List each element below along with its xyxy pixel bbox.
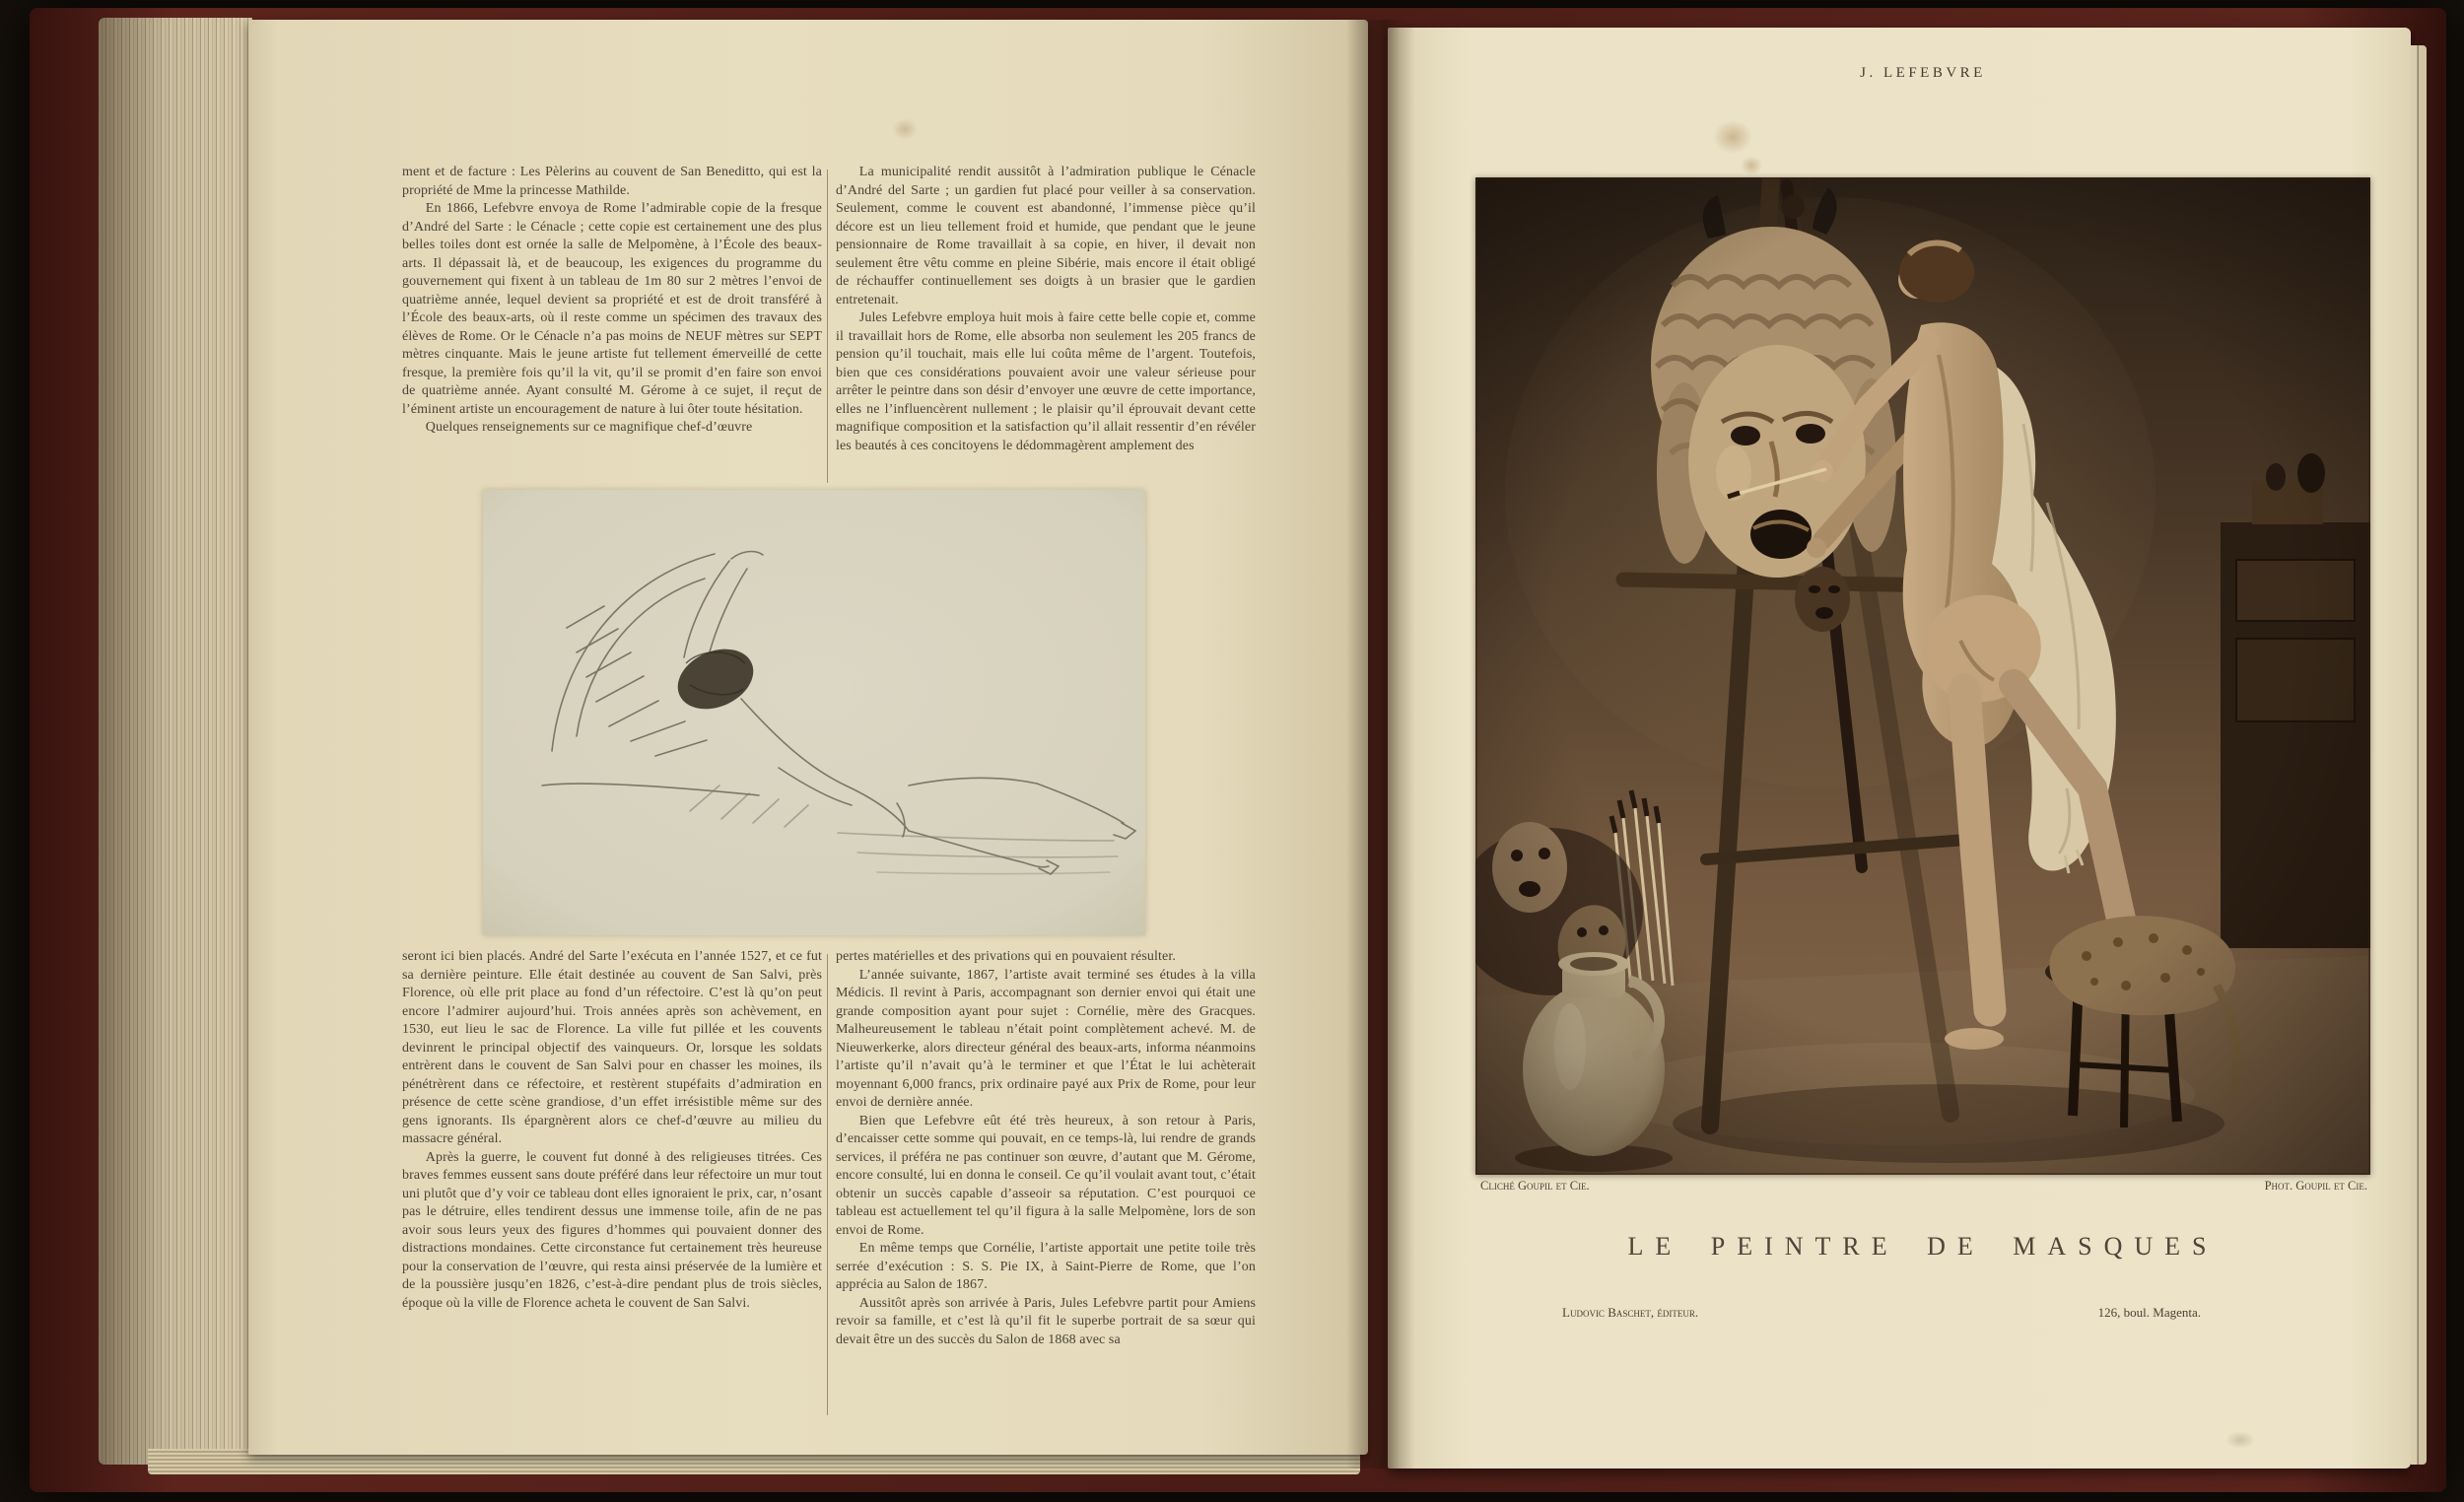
plate-title: LE PEINTRE DE MASQUES (1627, 1232, 2219, 1261)
running-head: J. LEFEBVRE (1860, 65, 1986, 81)
publisher-imprint: Ludovic Baschet, éditeur. (1562, 1305, 1699, 1320)
photo-credit-right: Phot. Goupil et Cie. (2264, 1179, 2367, 1193)
photogravure-plate (1475, 177, 2370, 1175)
publisher-address: 126, boul. Magenta. (2097, 1305, 2201, 1320)
page-edge-right (2411, 45, 2427, 1465)
page-edges-left (99, 18, 252, 1465)
column-divider-top (827, 170, 828, 483)
study-sketch-image (483, 490, 1145, 935)
photo-credit-left: Cliché Goupil et Cie. (1480, 1179, 1590, 1193)
left-page-column-top-right: La municipalité rendit aussitôt à l’admiration publique le Cénacle d’André del Sarte ; un gardien fut placé pour veiller à sa conservation. Seulement, comme le couvent est abandonné, l’immense pièce qu’il décore est un lieu tellement froid et humide, que pendant que le jeune pensionnaire de Rome travaillait à sa copie, en hiver, il devait non seulement être vêtu comme en pleine Sibérie, mais encore il était obligé de réchauffer continuellement ses doigts à un brasier que le gardien entretenait. Jules Lefebvre employa huit mois à faire cette belle copie et, comme il travaillait hors de Rome, elle absorba non seulement les 205 francs de pension qu’il touchait, mais elle lui coûta même de l’argent. Toutefois, bien que ces considérations pouvaient avoir une valeur sérieuse pour arrêter le peintre dans son désir d’envoyer une œuvre de cette importance, elles ne l’influencèrent nullement ; le plaisir qu’il éprouvait devant cette magnifique composition et la satisfaction qu’il allait ressentir d’en révéler les beautés à ces concitoyens le dédommagèrent amplement des (836, 165, 1256, 453)
left-page-column-bottom-left: seront ici bien placés. André del Sarte l’exécuta en l’année 1527, et ce fut sa dernière peinture. Elle était destinée au couvent de San Salvi, près Florence, où elle prit place au fond d’un réfectoire. C’est là qu’on peut encore l’admirer aujourd’hui. Trois années après son achèvement, en 1530, eut lieu le sac de Florence. La ville fut pillée et les couvents devinrent le principal objectif des vainqueurs. Or, lorsque les soldats entrèrent dans le couvent de San Salvi pour en chasser les moines, ils pénétrèrent dans ce réfectoire, et restèrent stupéfaits d’admiration en présence de cette scène grandiose, d’un effet irrésistible même sur des gens ignorants. Ils épargnèrent alors ce chef-d’œuvre au milieu du massacre général. Après la guerre, le couvent fut donné à des religieuses titrées. Ces braves femmes eussent sans doute préféré dans leur réfectoire un mur tout uni plutôt que d’y voir ce tableau dont elles ignoraient le prix, car, n’osant pas le détruire, elles tendirent dessus une immense toile, afin de ne pas avoir sous leurs yeux des figures d’hommes qui pouvaient donner des distractions mondaines. Cette circonstance fut certainement très heureuse pour la conservation de l’œuvre, qui resta ainsi préservée de la lumière et de la poussière jusqu’en 1826, c’est-à-dire pendant plus de trois siècles, époque où la ville de Florence acheta le couvent de San Salvi. (402, 949, 822, 1311)
left-page-column-top-left: ment et de facture : Les Pèlerins au couvent de San Beneditto, qui est la propriété de Mme la princesse Mathilde. En 1866, Lefebvre envoya de Rome l’admirable copie de la fresque d’André del Sarte : le Cénacle ; cette copie est certainement une des plus belles toiles dont est ornée la salle de Melpomène, à l’École des beaux-arts. Il dépassait là, et de beaucoup, les exigences du programme du gouvernement qui fixent à un tableau de 1m 80 sur 2 mètres l’envoi de quatrième année, lequel devient sa propriété et est de droit transféré à l’École des beaux-arts, où il reste comme un spécimen des travaux des élèves de Rome. Or le Cénacle n’a pas moins de NEUF mètres sur SEPT mètres cinquante. Mais le jeune artiste fut tellement émerveillé de cette fresque, la première fois qu’il la vit, qu’il se promit d’en faire son envoi de quatrième année. Ayant consulté M. Gérome à ce sujet, il reçut de l’éminent artiste un encouragement de nature à lui ôter toute hésitation. Quelques renseignements sur ce magnifique chef-d’œuvre (402, 165, 822, 435)
column-divider-bottom (827, 954, 828, 1415)
left-page-column-bottom-right: pertes matérielles et des privations qui en pouvaient résulter. L’année suivante, 1867, l’artiste avait terminé ses études à la villa Médicis. Il revint à Paris, accompagnant son dernier envoi qui était une grande composition ayant pour sujet : Cornélie, mère des Gracques. Malheureusement le tableau n’était point complètement achevé. M. de Nieuwerkerke, alors directeur général des beaux-arts, informa néanmoins l’artiste qu’il n’avait qu’à le terminer et que l’État le lui achèterait moyennant 6,000 francs, prix ordinaire payé aux Prix de Rome, pour leur envoi de dernière année. Bien que Lefebvre eût été très heureux, à son retour à Paris, d’encaisser cette somme qui pouvait, en ce temps-là, lui rendre de grands services, il préféra ne pas continuer son œuvre, d’autant que M. Gérome, encore consulté, lui en donna le conseil. Ce qu’il voulait avant tout, c’était obtenir un succès capable d’asseoir sa réputation. C’est pourquoi ce tableau est actuellement tel qu’il figura à la salle Melpomène, lors de son envoi de Rome. En même temps que Cornélie, l’artiste apportait une petite toile très serrée d’exécution : S. S. Pie IX, à Saint-Pierre de Rome, que l’on apprécia au Salon de 1867. Aussitôt après son arrivée à Paris, Jules Lefebvre partit pour Amiens revoir sa famille, et c’est là qu’il fit le superbe portrait de sa sœur qui devait être un des succès du Salon de 1868 avec sa (836, 949, 1256, 1347)
